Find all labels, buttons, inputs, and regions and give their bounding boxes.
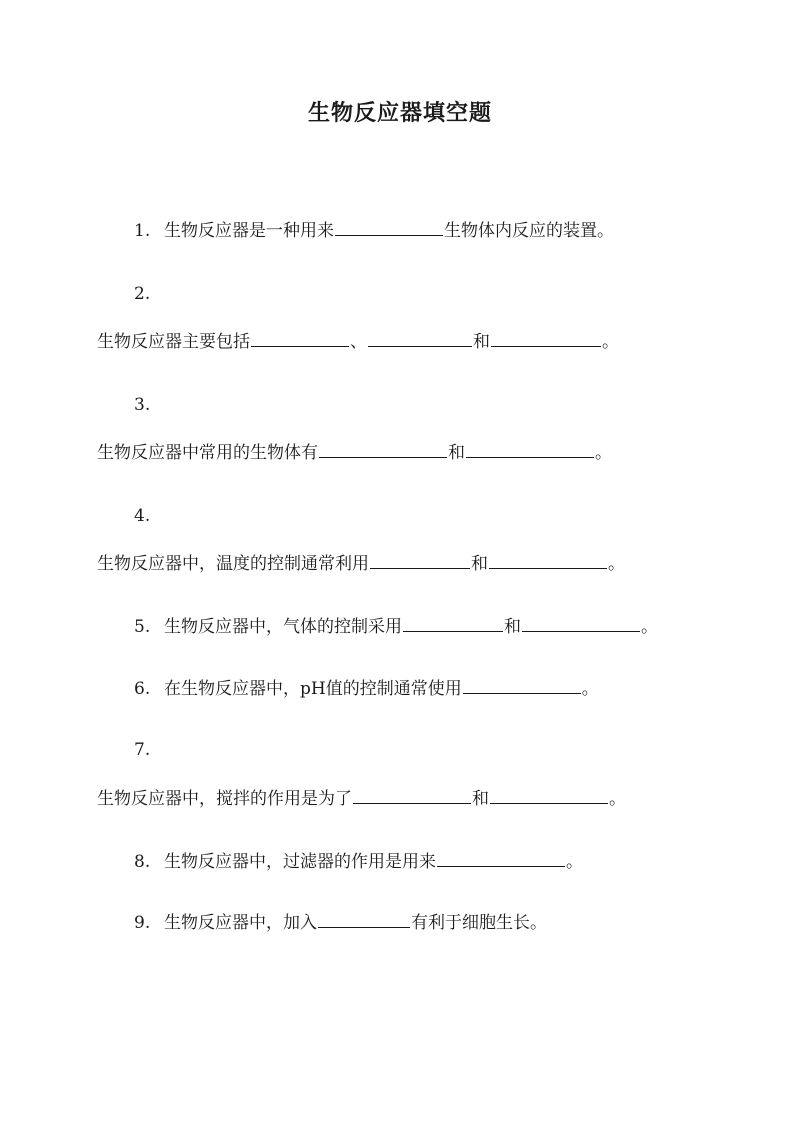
answer-blank[interactable]: [403, 614, 503, 632]
question-number: 9.: [134, 913, 151, 933]
sentence-end: 。: [609, 789, 626, 809]
question-2-number: 2.: [134, 284, 151, 304]
separator: 和: [504, 617, 521, 637]
answer-blank[interactable]: [353, 786, 471, 804]
separator: 和: [471, 554, 488, 574]
answer-blank[interactable]: [335, 218, 443, 236]
question-number: 5.: [134, 617, 151, 637]
answer-blank[interactable]: [318, 910, 410, 928]
question-8: [134, 849, 583, 874]
answer-blank[interactable]: [463, 676, 581, 694]
question-number: 1.: [134, 221, 151, 241]
answer-blank[interactable]: [370, 551, 470, 569]
question-1: [134, 218, 614, 243]
question-text: 有利于细胞生长。: [411, 913, 547, 933]
question-text: 在生物反应器中，pH值的控制通常使用: [164, 679, 462, 699]
question-text: 生物反应器中，加入: [164, 913, 317, 933]
sentence-end: 。: [602, 332, 619, 352]
answer-blank[interactable]: [491, 329, 601, 347]
answer-blank[interactable]: [489, 551, 607, 569]
question-4: [97, 551, 625, 576]
question-text: 生物反应器中常用的生物体有: [97, 443, 318, 463]
question-text: 生物反应器中，搅拌的作用是为了: [97, 789, 352, 809]
answer-blank[interactable]: [437, 849, 565, 867]
question-3: [97, 440, 612, 465]
answer-blank[interactable]: [319, 440, 447, 458]
question-7-number: 7.: [134, 740, 151, 760]
separator: 和: [472, 789, 489, 809]
question-6: [134, 676, 599, 701]
question-text: 生物反应器是一种用来: [164, 221, 334, 241]
question-3-number: 3.: [134, 395, 151, 415]
answer-blank[interactable]: [251, 329, 349, 347]
page-title: 生物反应器填空题: [307, 100, 492, 126]
sentence-end: 。: [566, 852, 583, 872]
question-text: 生物反应器中，温度的控制通常利用: [97, 554, 369, 574]
question-text: 生物体内反应的装置。: [444, 221, 614, 241]
question-number: 6.: [134, 679, 151, 699]
question-2: [97, 329, 619, 354]
answer-blank[interactable]: [466, 440, 594, 458]
separator: 、: [350, 332, 367, 352]
question-text: 生物反应器中，过滤器的作用是用来: [164, 852, 436, 872]
separator: 和: [473, 332, 490, 352]
sentence-end: 。: [581, 679, 599, 699]
answer-blank[interactable]: [368, 329, 472, 347]
question-9: [134, 910, 547, 935]
sentence-end: 。: [641, 617, 658, 637]
question-text: 生物反应器中，气体的控制采用: [164, 617, 402, 637]
question-5: [134, 614, 658, 639]
sentence-end: 。: [608, 554, 625, 574]
answer-blank[interactable]: [490, 786, 608, 804]
question-4-number: 4.: [134, 506, 151, 526]
answer-blank[interactable]: [522, 614, 640, 632]
question-text: 生物反应器主要包括: [97, 332, 250, 352]
question-number: 8.: [134, 852, 151, 872]
question-7: [97, 786, 626, 811]
separator: 和: [448, 443, 465, 463]
sentence-end: 。: [595, 443, 612, 463]
